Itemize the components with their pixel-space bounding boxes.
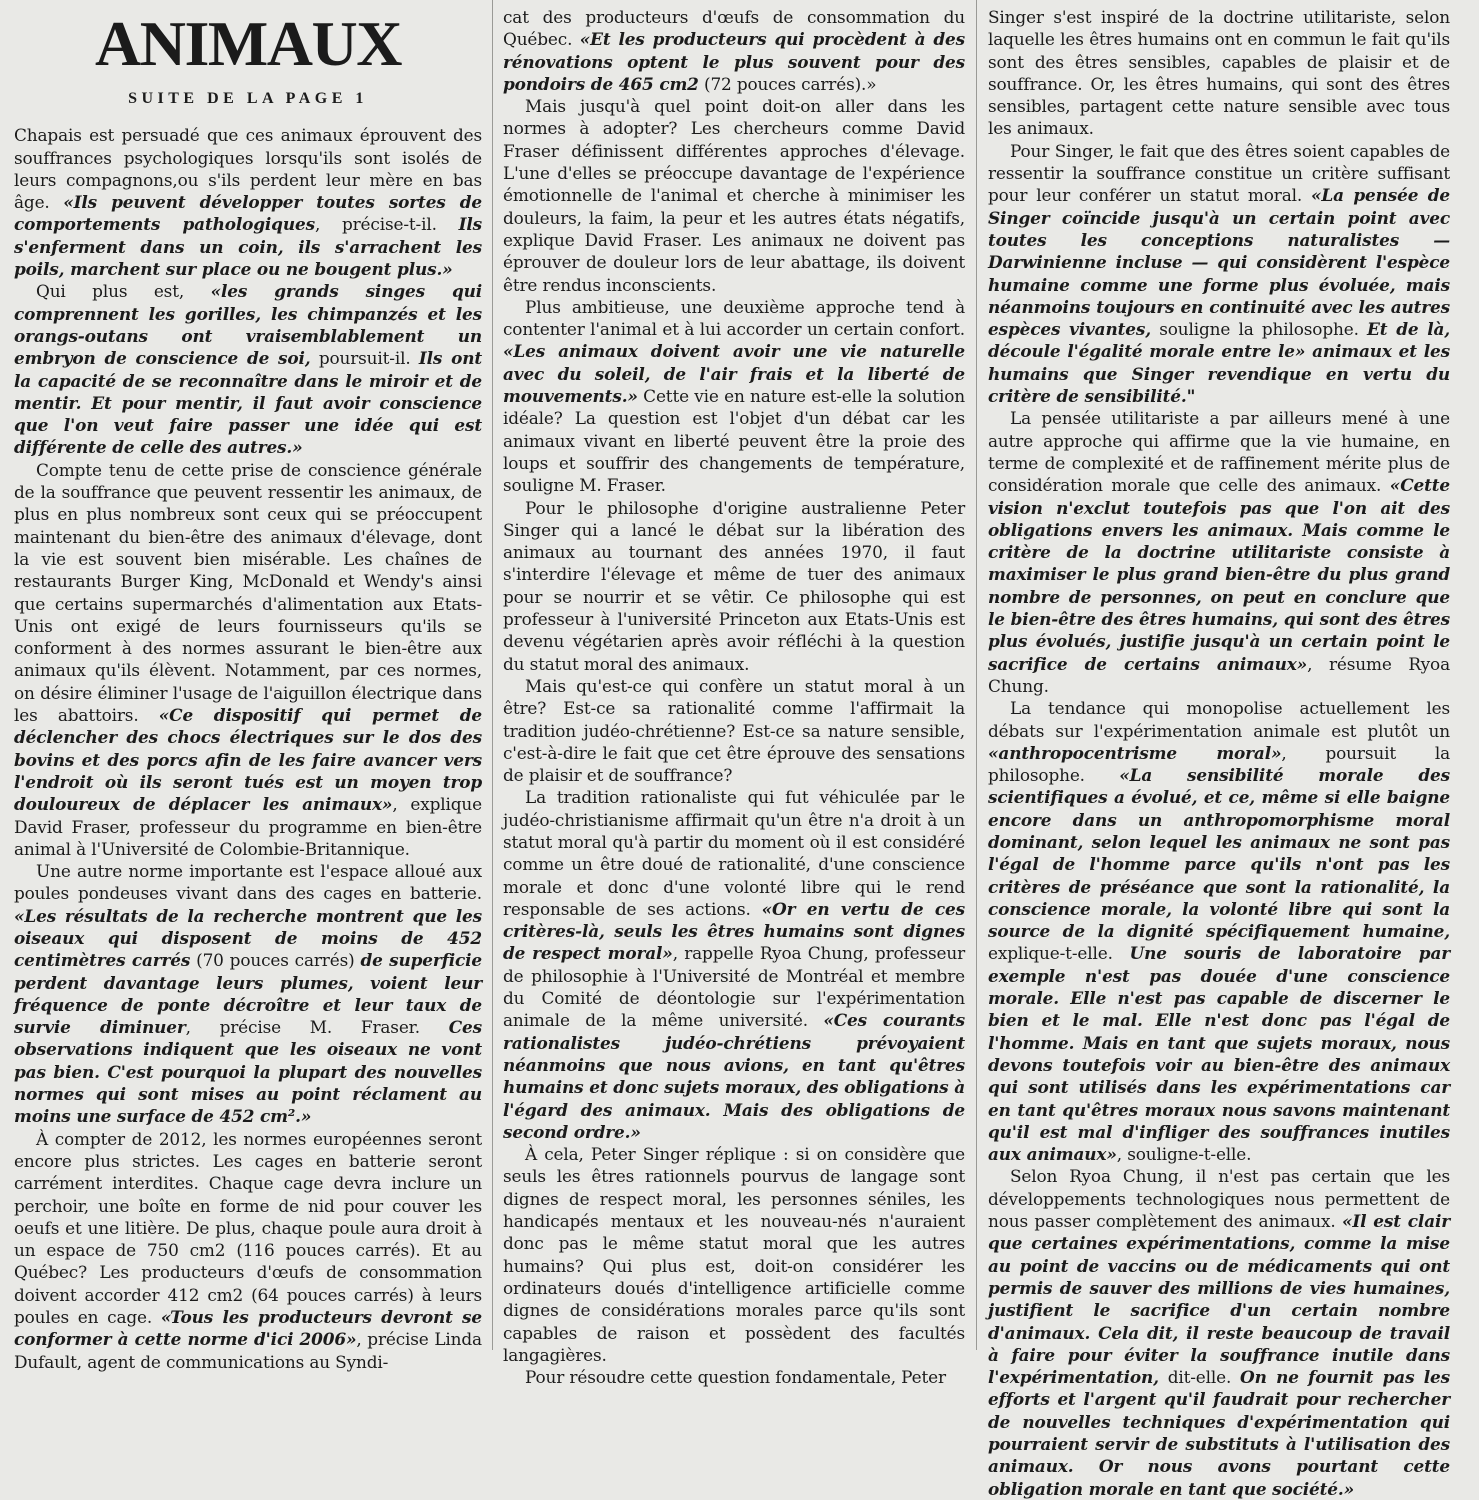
body-text: , souligne-t-elle. — [1116, 1144, 1252, 1165]
body-text: , précise-t-il. — [314, 214, 459, 235]
quote-text: «La sensibilité morale des scientifiques a évolué, et ce, même si elle baigne encore dans un anthropomorphisme moral dominant, selon lequel les animaux ne sont pas l'égal de l'homme parce qu'ils n'ont pas les critères de préséance que sont la rationalité, la conscience morale, la volonté libre qui sont la source de la dignité spécifiquement humaine, — [988, 765, 1450, 942]
body-text: À cela, Peter Singer réplique : si on considère que seuls les êtres rationnels pourvus de langage sont dignes de respect moral, les personnes séniles, les handicapés mentaux et les nouveau-nés n'auraient donc pas le même statut moral que les autres humains? Qui plus est, doit-on considérer les ordinateurs doués d'intelligence artificielle comme dignes de considérations morales parce qu'ils sont capables de raison et possèdent des facultés langagières. — [503, 1144, 965, 1365]
body-text: Compte tenu de cette prise de conscience générale de la souffrance que peuvent ressentir les animaux, de plus en plus nombreux sont ceux qui se préoccupent maintenant du bien-être des animaux d'élevage, dont la vie est souvent bien misérable. Les chaînes de restaurants Burger King, McDonald et Wendy's ainsi que certains supermarchés d'alimentation aux Etats-Unis ont exigé de leurs fournisseurs qu'ils se conforment à des normes assurant le bien-être aux animaux qu'ils élèvent. Notamment, par ces normes, on désire éliminer l'usage de l'aiguillon électrique dans les abattoirs. — [14, 459, 482, 726]
section-title: ANIMAUX — [95, 8, 401, 79]
quote-text: Ces observations indiquent que les oiseaux ne vont pas bien. C'est pourquoi la plupart des nouvelles normes qui sont mises au point réclament au moins une surface de 452 cm².» — [14, 1017, 482, 1127]
article-column-2 — [503, 6, 965, 1388]
body-text: Mais qu'est-ce qui confère un statut moral à un être? Est-ce sa rationalité comme l'affirmait la tradition judéo-chrétienne? Est-ce sa nature sensible, c'est-à-dire le fait que cet être éprouve des sensations de plaisir et de souffrance? — [503, 675, 965, 786]
article-paragraph — [14, 1128, 482, 1373]
article-paragraph — [14, 124, 482, 280]
quote-text: Et de là, découle l'égalité morale entre le» animaux et les humains que Singer revendique en vertu du critère de sensibilité." — [988, 319, 1451, 407]
body-text: Chapais est persuadé que ces animaux éprouvent des souffrances psychologiques lorsqu'ils sont isolés de leurs compagnons,ou s'ils perdent leur mère en bas âge. — [14, 125, 482, 213]
body-text: , précise Linda Dufault, agent de communications au Syndi- — [14, 1329, 482, 1372]
quote-text: de superficie perdent davantage leurs plumes, voient leur fréquence de ponte décroître et leur taux de survie diminuer — [14, 950, 482, 1038]
body-text: , précise M. Fraser. — [185, 1017, 449, 1038]
body-text: souligne la philosophe. — [1150, 319, 1368, 340]
quote-text: «Or en vertu de ces critères-là, seuls les êtres humains sont dignes de respect moral» — [503, 898, 965, 964]
article-column-1 — [14, 6, 482, 1373]
column-body — [14, 124, 482, 1373]
body-text: , résume Ryoa Chung. — [988, 653, 1450, 696]
quote-text: «Ils peuvent développer toutes sortes de comportements pathologiques — [14, 192, 482, 235]
body-text: (70 pouces carrés) — [190, 950, 361, 971]
body-text: Une autre norme importante est l'espace alloué aux poules pondeuses vivant dans des cages en batterie. — [14, 861, 482, 904]
column-body — [988, 6, 1450, 1500]
article-paragraph — [988, 407, 1450, 697]
body-text: Plus ambitieuse, une deuxième approche tend à contenter l'animal et à lui accorder un certain confort. — [503, 296, 965, 340]
body-text: , explique David Fraser, professeur du programme en bien-être animal à l'Université de Colombie-Britannique. — [14, 794, 482, 859]
body-text: Cette vie en nature est-elle la solution idéale? La question est l'objet d'un débat car les animaux vivant en liberté peuvent être la proie des loups et souffrir des changements de température, souligne M. Fraser. — [503, 386, 965, 496]
column-rule — [492, 0, 493, 1350]
body-text: poursuit-il. — [310, 348, 419, 369]
article-paragraph — [503, 675, 965, 786]
quote-text: Ils ont la capacité de se reconnaître dans le miroir et de mentir. Et pour mentir, il faut avoir conscience que l'on veut faire passer une idée qui est différente de celle des autres.» — [14, 348, 482, 458]
body-text: Selon Ryoa Chung, il n'est pas certain que les développements technologiques nous permettent de nous passer complètement des animaux. — [988, 1166, 1450, 1232]
article-paragraph — [14, 280, 482, 458]
body-text: cat des producteurs d'œufs de consommation du Québec. — [503, 7, 965, 50]
body-text: Pour le philosophe d'origine australienne Peter Singer qui a lancé le débat sur la libération des animaux au tournant des années 1970, il faut s'interdire l'élevage et même de tuer des animaux pour se nourrir et se vêtir. Ce philosophe qui est professeur à l'université Princeton aux Etats-Unis est devenu végétarien après avoir réfléchi à la question du statut moral des animaux. — [503, 497, 965, 674]
body-text: La tendance qui monopolise actuellement les débats sur l'expérimentation animale est plutôt un — [988, 698, 1450, 741]
article-paragraph — [503, 6, 965, 95]
body-text: explique-t-elle. — [988, 943, 1130, 964]
article-paragraph — [988, 140, 1450, 408]
body-text: Singer s'est inspiré de la doctrine utilitariste, selon laquelle les êtres humains ont en commun le fait qu'ils sont des êtres sensibles, capables de plaisir et de souffrance. Or, les êtres humains, qui sont des êtres sensibles, partagent cette nature sensible avec tous les animaux. — [988, 7, 1450, 139]
article-paragraph — [14, 860, 482, 1128]
article-paragraph — [503, 95, 965, 296]
article-paragraph — [988, 1165, 1450, 1499]
body-text: , poursuit la philosophe. — [988, 742, 1450, 786]
article-column-3 — [988, 6, 1450, 1500]
article-paragraph — [503, 497, 965, 675]
column-rule — [976, 0, 977, 1350]
quote-text: «Et les producteurs qui procèdent à des rénovations optent le plus souvent pour des pondoirs de 465 cm2 — [503, 29, 965, 94]
body-text: La tradition rationaliste qui fut véhiculée par le judéo-christianisme affirmait qu'un être n'a droit à un statut moral qu'à partir du moment où il est considéré comme un être doué de rationalité, d'une conscience morale et donc d'une volonté libre qui le rend responsable de ses actions. — [503, 787, 965, 919]
quote-text: «Tous les producteurs devront se conformer à cette norme d'ici 2006» — [14, 1307, 482, 1350]
article-paragraph — [14, 459, 482, 860]
quote-text: «Il est clair que certaines expérimentations, comme la mise au point de vaccins ou de médicaments qui ont permis de sauver des millions de vies humaines, justifient le sacrifice d'un certain nombre d'animaux. Cela dit, il reste beaucoup de travail à faire pour éviter la souffrance inutile dans l'expérimentation, — [988, 1211, 1451, 1388]
body-text: Pour résoudre cette question fondamentale, Peter — [525, 1367, 946, 1388]
quote-text: «Cette vision n'exclut toutefois pas que l'on ait des obligations envers les animaux. Mais comme le critère de la doctrine utilitariste consiste à maximiser le plus grand bien-être du plus grand nombre de personnes, on peut en conclure que le bien-être des êtres humains, qui sont des êtres plus évolués, justifie jusqu'à un certain point le sacrifice de certains animaux» — [988, 475, 1450, 674]
quote-text: «Ce dispositif qui permet de déclencher des chocs électriques sur le dos des bovins et des porcs afin de les faire avancer vers l'endroit où ils seront tués est un moyen trop douloureux de déplacer les animaux» — [14, 705, 482, 815]
article-paragraph — [503, 1143, 965, 1366]
quote-text: «Les animaux doivent avoir une vie naturelle avec du soleil, de l'air frais et la liberté de mouvements.» — [503, 341, 965, 407]
body-text: dit-elle. — [1158, 1367, 1241, 1388]
quote-text: «les grands singes qui comprennent les gorilles, les chimpanzés et les orangs-outans ont vraisemblablement un embryon de conscience de soi, — [14, 281, 483, 369]
body-text: À compter de 2012, les normes européennes seront encore plus strictes. Les cages en batterie seront carrément interdites. Chaque cage devra inclure un perchoir, une boîte en forme de nid pour couver les oeufs et une litière. De plus, chaque poule aura droit à un espace de 750 cm2 (116 pouces carrés). Et au Québec? Les producteurs d'œufs de consommation doivent accorder 412 cm2 (64 pouces carrés) à leurs poules en cage. — [14, 1128, 482, 1328]
body-text: (72 pouces carrés).» — [698, 73, 877, 94]
article-paragraph — [503, 1366, 965, 1388]
body-text: La pensée utilitariste a par ailleurs mené à une autre approche qui affirme que la vie humaine, en terme de complexité et de raffinement mérite plus de considération morale que celle des animaux. — [988, 408, 1450, 496]
body-text: Mais jusqu'à quel point doit-on aller dans les normes à adopter? Les chercheurs comme David Fraser définissent différentes approches d'élevage. L'une d'elles se préoccupe davantage de l'expérience émotionnelle de l'animal et cherche à minimiser les douleurs, la faim, la peur et les autres états négatifs, explique David Fraser. Les animaux ne doivent pas éprouver de douleur lors de leur abattage, ils doivent être rendus inconscients. — [503, 96, 965, 295]
article-paragraph — [988, 697, 1450, 1165]
quote-text: Ils s'enferment dans un coin, ils s'arrachent les poils, marchent sur place ou ne bougent plus.» — [14, 214, 482, 280]
article-paragraph — [503, 786, 965, 1143]
quote-text: «Les résultats de la recherche montrent que les oiseaux qui disposent de moins de 452 centimètres carrés — [14, 905, 482, 971]
body-text: Qui plus est, — [36, 281, 211, 302]
body-text: Pour Singer, le fait que des êtres soient capables de ressentir la souffrance constitue un critère suffisant pour leur conférer un statut moral. — [988, 140, 1450, 206]
quote-text: «anthropocentrisme moral» — [988, 742, 1282, 763]
continued-from-label: SUITE DE LA PAGE 1 — [128, 90, 368, 107]
quote-text: «Ces courants rationalistes judéo-chrétiens prévoyaient néanmoins que nous avions, en tant qu'êtres humains et donc sujets moraux, des obligations à l'égard des animaux. Mais des obligations de second ordre.» — [503, 1010, 965, 1142]
body-text: , rappelle Ryoa Chung, professeur de philosophie à l'Université de Montréal et membre du Comité de déontologie sur l'expérimentation animale de la même université. — [503, 943, 965, 1031]
article-paragraph — [503, 296, 965, 497]
quote-text: On ne fournit pas les efforts et l'argent qu'il faudrait pour rechercher de nouvelles techniques d'expérimentation qui pourraient servir de substituts à l'utilisation des animaux. Or nous avons pourtant cette obligation morale en tant que société.» — [988, 1367, 1450, 1499]
article-paragraph — [988, 6, 1450, 140]
quote-text: Une souris de laboratoire par exemple n'est pas douée d'une conscience morale. Elle n'est pas capable de discerner le bien et le mal. Elle n'est donc pas l'égal de l'homme. Mais en tant que sujets moraux, nous devons toutefois voir au bien-être des animaux qui sont utilisés dans les expérimentations car en tant qu'êtres moraux nous savons maintenant qu'il est mal d'infliger des souffrances inutiles aux animaux» — [988, 943, 1450, 1165]
quote-text: «La pensée de Singer coïncide jusqu'à un certain point avec toutes les conceptions naturalistes — Darwinienne incluse — qui considèrent l'espèce humaine comme une forme plus évoluée, mais néanmoins toujours en continuité avec les autres espèces vivantes, — [988, 185, 1450, 340]
column-body — [503, 6, 965, 1388]
